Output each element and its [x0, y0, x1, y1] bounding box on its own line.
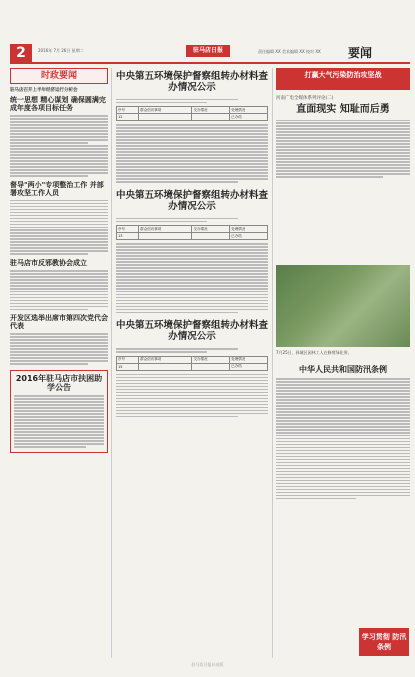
article-headline: 督导"两小"专项整治工作 并部署攻坚工作人员	[10, 180, 104, 197]
article-headline: 驻马店市反邪教协会成立	[10, 258, 87, 267]
commentary-body	[276, 120, 410, 178]
complaint-table: 序号 群众信访事项 交办情况 处理情况 15 已办结	[116, 356, 268, 371]
study-badge: 学习贯彻 防汛条例	[359, 628, 409, 656]
page-footer: 驻马店日报社出版	[191, 662, 224, 667]
article-body	[10, 115, 108, 176]
left-column	[10, 68, 108, 453]
news-photo	[276, 265, 410, 347]
article-body	[10, 333, 108, 364]
article-headline: 统一思想 精心谋划 确保圆满完成年度各项目标任务	[10, 96, 106, 113]
commentary-title: 直面现实 知耻而后勇	[296, 104, 390, 115]
middle-column	[116, 68, 268, 419]
section-title: 要闻	[348, 46, 373, 60]
column-divider	[272, 68, 273, 658]
article-kicker: 驻马店召开上半年经济运行分析会	[10, 88, 78, 93]
article-headline: 中华人民共和国防汛条例	[299, 365, 387, 374]
notice-box	[10, 370, 108, 453]
article-headline: 开发区选举出席市第四次党代会代表	[10, 314, 108, 331]
complaint-table: 序号 群众信访事项 交办情况 处理情况 13 已办结	[116, 225, 268, 240]
right-column	[276, 68, 410, 179]
photo-caption: 7月25日，驿城区园林工人在修剪绿化带。	[276, 350, 352, 355]
series-kicker: 河南广电全媒体系列评论(二)	[276, 96, 334, 101]
article-body	[10, 270, 108, 310]
campaign-banner: 打赢大气污染防治攻坚战	[276, 68, 410, 90]
page-number: 2	[10, 44, 32, 62]
article-headline: 中央第五环境保护督察组转办材料查办情况公示	[116, 189, 269, 212]
editor-credits: 责任编辑 XX 美术编辑 XX 校对 XX	[258, 49, 321, 54]
column-divider	[111, 68, 112, 658]
article-headline: 中央第五环境保护督察组转办材料查办情况公示	[116, 320, 269, 343]
masthead-logo: 驻马店日报	[186, 45, 230, 57]
article-body	[10, 200, 108, 255]
regulation-article	[276, 365, 410, 501]
complaint-table: 序号 群众信访事项 交办情况 处理情况 12 已办结	[116, 106, 268, 121]
section-banner: 时政要闻	[10, 68, 108, 84]
issue-date: 2016年 7月 26日 星期二	[38, 48, 84, 53]
article-headline: 中央第五环境保护督察组转办材料查办情况公示	[116, 71, 269, 93]
notice-title: 2016年驻马店市扶困助学公告	[15, 373, 103, 393]
